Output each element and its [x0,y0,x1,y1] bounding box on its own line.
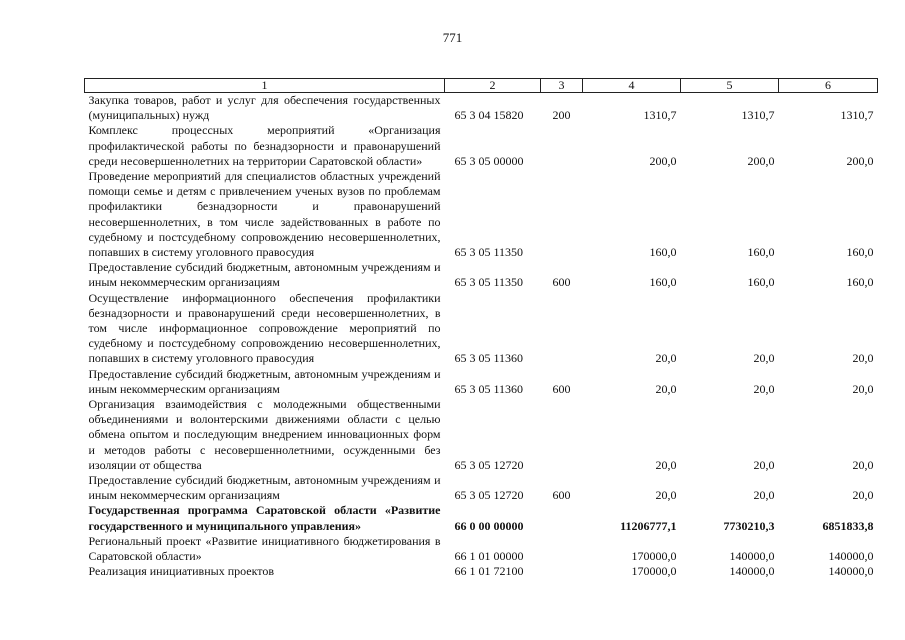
row-amount-2: 140000,0 [729,564,775,579]
column-header-3: 3 [541,79,583,93]
row-expense-type [541,169,583,260]
row-name: Комплекс процессных мероприятий «Организация профилактической работы по безнадзорности и правонарушений среди несовершеннолетних на территории Саратовской области» [88,123,441,168]
table-row [85,564,878,579]
table-row [85,291,878,367]
row-target-code: 65 3 05 00000 [454,153,524,168]
row-target-code: 66 0 00 00000 [454,518,524,533]
row-expense-type: 600 [552,381,571,396]
row-amount-3: 160,0 [846,245,874,260]
row-name: Предоставление субсидий бюджетным, автономным учреждениям и иным некоммерческим организациям [88,473,441,503]
row-amount-1: 200,0 [649,153,677,168]
row-amount-1: 11206777,1 [620,518,677,533]
row-amount-1: 1310,7 [643,108,677,123]
row-name: Организация взаимодействия с молодежными общественными объединениями и волонтерскими движениями области с целью обмена опытом и последующим внедрением инновационных форм и методов работы с несовершеннолетними, осужденными без изоляции от общества [88,397,441,472]
row-target-code: 65 3 05 11350 [454,245,524,260]
row-amount-2: 160,0 [747,245,775,260]
row-expense-type: 600 [552,488,571,503]
row-name: Региональный проект «Развитие инициативного бюджетирования в Саратовской области» [88,533,441,564]
row-amount-1: 160,0 [649,275,677,290]
row-target-code: 65 3 05 11360 [454,351,524,366]
table-row [85,93,878,124]
row-amount-3: 6851833,8 [822,518,874,533]
row-expense-type [541,397,583,473]
row-amount-3: 200,0 [846,153,874,168]
row-name: Осуществление информационного обеспечения профилактики безнадзорности и правонарушений среди несовершеннолетних, в том числе информационное сопровождение мероприятий по судебному и постсудебному сопровождению несовершеннолетних, попавших в систему уголовного правосудия [88,290,441,366]
row-amount-3: 140000,0 [828,564,874,579]
row-name: Проведение мероприятий для специалистов областных учреждений помощи семье и детям с привлечением ученых вузов по проблемам профилактики безнадзорности и правонарушений несовершеннолетних, в том числе задействованных в работе по судебному и постсудебному сопровождению несовершеннолетних, попавших в систему уголовного правосудия [88,169,441,260]
column-header-5: 5 [681,79,779,93]
row-target-code: 65 3 04 15820 [454,108,524,123]
row-expense-type: 200 [552,108,571,123]
row-amount-2: 20,0 [753,351,775,366]
row-amount-3: 20,0 [852,381,874,396]
row-expense-type [541,564,583,579]
table-row [85,367,878,397]
row-amount-2: 20,0 [753,381,775,396]
table-header-row [85,79,878,93]
row-name: Государственная программа Саратовской области «Развитие государственного и муниципального управления» [88,503,441,533]
row-amount-2: 20,0 [753,488,775,503]
row-expense-type [541,123,583,169]
row-amount-2: 140000,0 [729,549,775,564]
row-amount-2: 160,0 [747,275,775,290]
row-amount-2: 1310,7 [741,108,775,123]
row-amount-2: 20,0 [753,457,775,472]
row-amount-3: 20,0 [852,457,874,472]
row-target-code: 65 3 05 12720 [454,488,524,503]
row-amount-1: 160,0 [649,245,677,260]
table-row [85,123,878,169]
row-name: Реализация инициативных проектов [88,564,275,579]
row-target-code: 66 1 01 00000 [454,549,524,564]
table-row [85,397,878,473]
row-amount-3: 20,0 [852,351,874,366]
row-name: Предоставление субсидий бюджетным, автономным учреждениям и иным некоммерческим организациям [88,366,441,396]
row-expense-type [541,291,583,367]
row-amount-1: 20,0 [655,381,677,396]
row-target-code: 65 3 05 11350 [454,275,524,290]
page-number: 771 [442,30,463,45]
row-target-code: 66 1 01 72100 [454,564,524,579]
row-amount-1: 170000,0 [631,549,677,564]
row-name: Закупка товаров, работ и услуг для обеспечения государственных (муниципальных) нужд [88,93,441,123]
row-amount-1: 20,0 [655,488,677,503]
table-row [85,169,878,260]
row-name: Предоставление субсидий бюджетным, автономным учреждениям и иным некоммерческим организациям [88,260,441,290]
row-expense-type: 600 [552,275,571,290]
table-row [85,473,878,503]
row-amount-3: 20,0 [852,488,874,503]
table-row [85,503,878,533]
column-header-1: 1 [85,79,445,93]
column-header-2: 2 [445,79,541,93]
row-target-code: 65 3 05 11360 [454,381,524,396]
column-header-6: 6 [779,79,878,93]
row-amount-1: 20,0 [655,457,677,472]
column-header-4: 4 [583,79,681,93]
table-row [85,260,878,290]
table-row [85,534,878,564]
row-amount-2: 200,0 [747,153,775,168]
row-expense-type [541,534,583,564]
row-amount-1: 20,0 [655,351,677,366]
budget-table [84,78,878,580]
row-amount-3: 1310,7 [840,108,874,123]
row-amount-3: 160,0 [846,275,874,290]
row-amount-1: 170000,0 [631,564,677,579]
row-target-code: 65 3 05 12720 [454,457,524,472]
row-amount-3: 140000,0 [828,549,874,564]
row-expense-type [541,503,583,533]
row-amount-2: 7730210,3 [723,518,775,533]
